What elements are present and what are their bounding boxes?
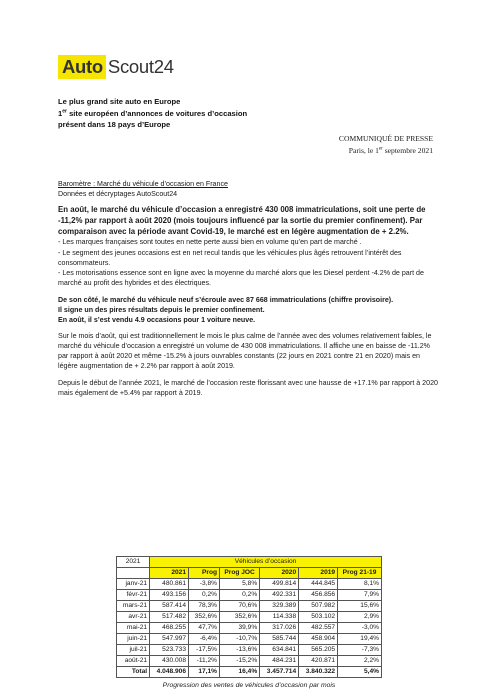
row-cell: -15,2% xyxy=(220,656,260,667)
row-cell: -11,2% xyxy=(189,656,220,667)
row-cell: 420.871 xyxy=(299,656,338,667)
row-cell: 329.389 xyxy=(260,601,299,612)
row-month: août-21 xyxy=(117,656,150,667)
table-caption: Progression des ventes de véhicules d’occasion par mois xyxy=(162,682,336,689)
row-cell: 0,2% xyxy=(189,590,220,601)
row-cell: 114.338 xyxy=(260,612,299,623)
table-row xyxy=(117,579,382,590)
row-month: janv-21 xyxy=(117,579,150,590)
row-cell: 517.482 xyxy=(150,612,189,623)
row-cell: 2,9% xyxy=(338,612,382,623)
col-header: Prog 21-19 xyxy=(338,568,382,579)
row-cell: 444.845 xyxy=(299,579,338,590)
row-cell: 492.331 xyxy=(260,590,299,601)
row-cell: 39,9% xyxy=(220,623,260,634)
row-cell: -17,5% xyxy=(189,645,220,656)
row-cell: 523.733 xyxy=(150,645,189,656)
article-body xyxy=(58,180,440,398)
august-paragraph: Sur le mois d’août, qui est traditionnellement le mois le plus calme de l’année avec des volumes relativement faibles, le marché du véhicule d’occasion a enregistré un volume de 430 008 immatriculations. Il affiche une en baisse de -11.2% par rapport à août 2020 et même -15.2% à jours ouvrables constants (22 jours en 2021 contre 21 en 2020) mais en légère augmentation de + 2.2% par rapport à août 2019. xyxy=(58,331,432,371)
row-cell: 15,6% xyxy=(338,601,382,612)
row-cell: 565.205 xyxy=(299,645,338,656)
table-header-row xyxy=(117,568,382,579)
row-cell: -3,8% xyxy=(189,579,220,590)
row-cell: 5,8% xyxy=(220,579,260,590)
row-cell: 484.231 xyxy=(260,656,299,667)
row-cell: 352,6% xyxy=(220,612,260,623)
row-cell: 547.997 xyxy=(150,634,189,645)
table-total-row: Total 4.048.906 17,1% 16,4% 3.457.714 3.840.322 5,4% xyxy=(117,667,382,678)
table-group-header: Véhicules d’occasion xyxy=(150,557,382,568)
row-cell: -10,7% xyxy=(220,634,260,645)
row-cell: 8,1% xyxy=(338,579,382,590)
bullet-item: - Les motorisations essence sont en ligne avec la moyenne du marché alors que les Diesel perdent -4.2% de part de marché au profit des hybrides et des électriques. xyxy=(58,269,424,287)
donnees-subtitle: Données et décryptages AutoScout24 xyxy=(58,189,178,198)
table-row xyxy=(117,623,382,634)
row-month: mai-21 xyxy=(117,623,150,634)
row-cell: 493.156 xyxy=(150,590,189,601)
tagline-line-3: présent dans 18 pays d’Europe xyxy=(58,120,171,129)
row-cell: 587.414 xyxy=(150,601,189,612)
table-row xyxy=(117,590,382,601)
logo-auto: Auto xyxy=(58,55,106,79)
row-cell: 2,2% xyxy=(338,656,382,667)
row-cell: 70,6% xyxy=(220,601,260,612)
row-cell: 78,3% xyxy=(189,601,220,612)
row-month: févr-21 xyxy=(117,590,150,601)
row-cell: 0,2% xyxy=(220,590,260,601)
sales-table-container xyxy=(116,556,382,678)
row-cell: 7,9% xyxy=(338,590,382,601)
table-row xyxy=(117,634,382,645)
row-cell: 585.744 xyxy=(260,634,299,645)
col-header: 2019 xyxy=(299,568,338,579)
press-title: COMMUNIQUÉ DE PRESSE xyxy=(338,134,433,143)
autoscout24-logo xyxy=(58,55,174,79)
tagline-line-1: Le plus grand site auto en Europe xyxy=(58,97,181,106)
row-month: juil-21 xyxy=(117,645,150,656)
col-header: 2021 xyxy=(150,568,189,579)
row-cell: 456.856 xyxy=(299,590,338,601)
tagline xyxy=(58,96,247,131)
press-date: Paris, le 1er septembre 2021 xyxy=(348,145,433,155)
tagline-line-2: 1er site européen d’annonces de voitures d’occasion xyxy=(58,107,248,118)
table-row xyxy=(117,656,382,667)
row-cell: 503.102 xyxy=(299,612,338,623)
table-row xyxy=(117,612,382,623)
col-header: Prog JOC xyxy=(220,568,260,579)
row-cell: 317.026 xyxy=(260,623,299,634)
row-cell: 499.814 xyxy=(260,579,299,590)
row-cell: 507.982 xyxy=(299,601,338,612)
barometre-title: Baromètre : Marché du véhicule d’occasion en France xyxy=(58,180,228,188)
row-month: juin-21 xyxy=(117,634,150,645)
row-cell: 47,7% xyxy=(189,623,220,634)
row-month: mars-21 xyxy=(117,601,150,612)
bullet-item: - Le segment des jeunes occasions est en net recul tandis que les véhicules plus âgés retrouvent l’intérêt des consommateurs. xyxy=(58,248,402,267)
row-cell: 352,6% xyxy=(189,612,220,623)
row-cell: -13,6% xyxy=(220,645,260,656)
table-row xyxy=(117,601,382,612)
col-header: Prog xyxy=(189,568,220,579)
new-car-summary: De son côté, le marché du véhicule neuf s’écroule avec 87 668 immatriculations (chiffre provisoire). Il signe un des pires résultats depuis le premier confinement. En août, il s’est vendu 4.9 occasions pour 1 voiture neuve. xyxy=(58,295,394,324)
col-header: 2020 xyxy=(260,568,299,579)
row-cell: 634.841 xyxy=(260,645,299,656)
row-cell: 482.557 xyxy=(299,623,338,634)
table-row xyxy=(117,645,382,656)
row-cell: -7,3% xyxy=(338,645,382,656)
bullet-item: - Les marques françaises sont toutes en nette perte aussi bien en volume qu’en part de marché . xyxy=(58,238,362,247)
row-cell: -3,0% xyxy=(338,623,382,634)
row-cell: 19,4% xyxy=(338,634,382,645)
press-release-header xyxy=(339,133,433,156)
logo-scout24: Scout24 xyxy=(107,56,174,77)
row-cell: 458.904 xyxy=(299,634,338,645)
sales-table xyxy=(116,556,382,678)
row-cell: -6,4% xyxy=(189,634,220,645)
row-month: avr-21 xyxy=(117,612,150,623)
row-cell: 468.255 xyxy=(150,623,189,634)
ytd-paragraph: Depuis le début de l’année 2021, le marché de l’occasion reste florissant avec une hausse de +17.1% par rapport à 2020 mais également de +5.4% par rapport à 2019. xyxy=(58,378,438,397)
row-cell: 480.861 xyxy=(150,579,189,590)
row-cell: 430.008 xyxy=(150,656,189,667)
table-year: 2021 xyxy=(117,557,150,568)
lead-paragraph: En août, le marché du véhicule d’occasion a enregistré 430 008 immatriculations, soit une perte de -11,2% par rapport à août 2020 (mois toujours influencé par la sortie du premier confinement). Par comparaison avec la période avant Covid-19, le marché est en légère augmentation de + 2.2%. xyxy=(58,205,426,236)
